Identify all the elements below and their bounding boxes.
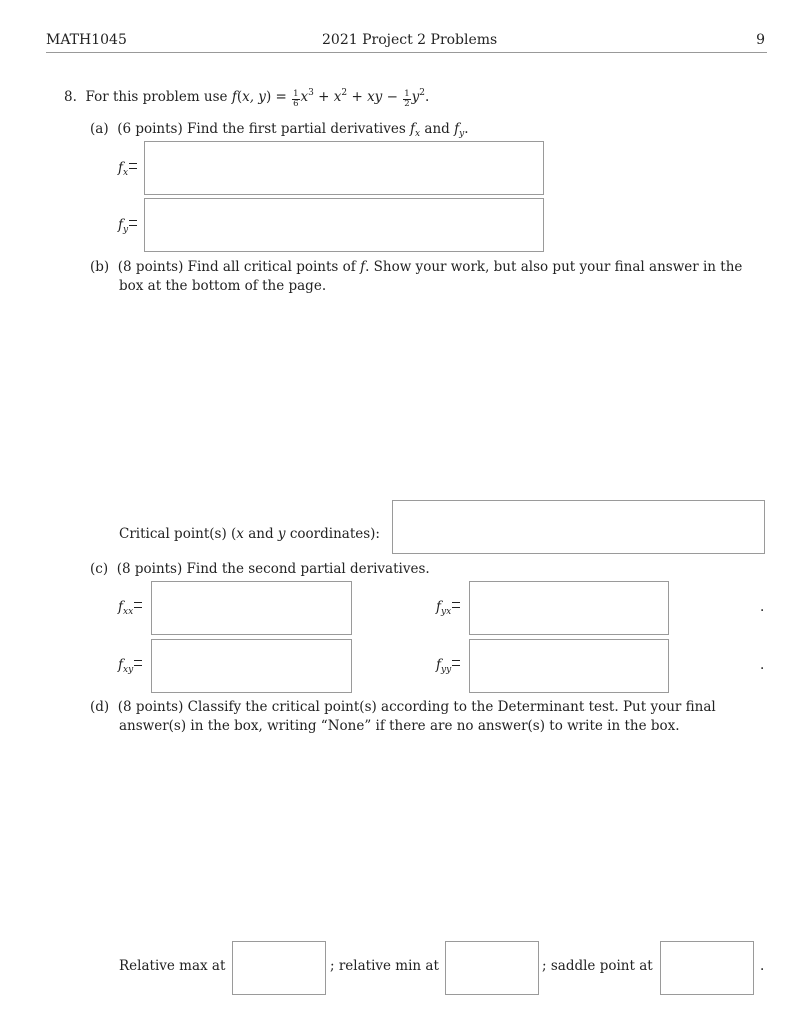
relative-min-answer-box[interactable]: [445, 941, 539, 995]
part-d-prompt: (d) (8 points) Classify the critical point(s) according to the Determinant test. Put your final: [90, 699, 716, 715]
header-page-number: 9: [756, 32, 765, 48]
relative-min-label: ; relative min at: [330, 958, 439, 974]
fx-answer-box[interactable]: [144, 141, 544, 195]
fyy-label: $f_{yy}$: [436, 657, 460, 675]
relative-max-label: Relative max at: [119, 958, 226, 974]
problem-statement: [64, 88, 429, 109]
fyx-answer-box[interactable]: [469, 581, 669, 635]
header-course: MATH1045: [46, 32, 127, 48]
critical-points-answer-box[interactable]: [392, 500, 765, 554]
relative-max-answer-box[interactable]: [232, 941, 326, 995]
fy-label: $f_y$: [118, 217, 137, 235]
saddle-point-label: ; saddle point at: [542, 958, 653, 974]
fxx-answer-box[interactable]: [151, 581, 352, 635]
part-b-prompt-line2: box at the bottom of the page.: [119, 278, 327, 294]
header-title: 2021 Project 2 Problems: [322, 32, 498, 48]
problem-intro: For this problem use: [85, 89, 228, 105]
function-definition: f(x, y) = $\frac{1}{6}$ $x^3 + x^2$ + xy − $\frac{1}{2}$ $y^2$.: [231, 88, 430, 109]
fxx-label: $f_{xx}$: [118, 599, 142, 617]
part-a-prompt: (a) (6 points) Find the first partial derivatives $f_x$ and $f_y$.: [90, 121, 469, 139]
part-b-prompt: (b) (8 points) Find all critical points of f. Show your work, but also put your final answer in the: [90, 259, 743, 275]
row2-period: .: [760, 657, 765, 673]
row1-period: .: [760, 599, 765, 615]
saddle-point-answer-box[interactable]: [660, 941, 754, 995]
part-d-prompt-line2: answer(s) in the box, writing “None” if there are no answer(s) to write in the box.: [119, 718, 680, 734]
final-period: .: [760, 958, 765, 974]
fxy-label: $f_{xy}$: [118, 657, 142, 675]
problem-number: 8.: [64, 89, 77, 105]
critical-points-label: Critical point(s) (x and y coordinates):: [119, 526, 380, 542]
fx-label: $f_x$: [118, 160, 137, 178]
fxy-answer-box[interactable]: [151, 639, 352, 693]
part-c-prompt: (c) (8 points) Find the second partial derivatives.: [90, 561, 430, 577]
fyx-label: $f_{yx}$: [436, 599, 460, 617]
fy-answer-box[interactable]: [144, 198, 544, 252]
fyy-answer-box[interactable]: [469, 639, 669, 693]
page-header: [46, 32, 767, 53]
